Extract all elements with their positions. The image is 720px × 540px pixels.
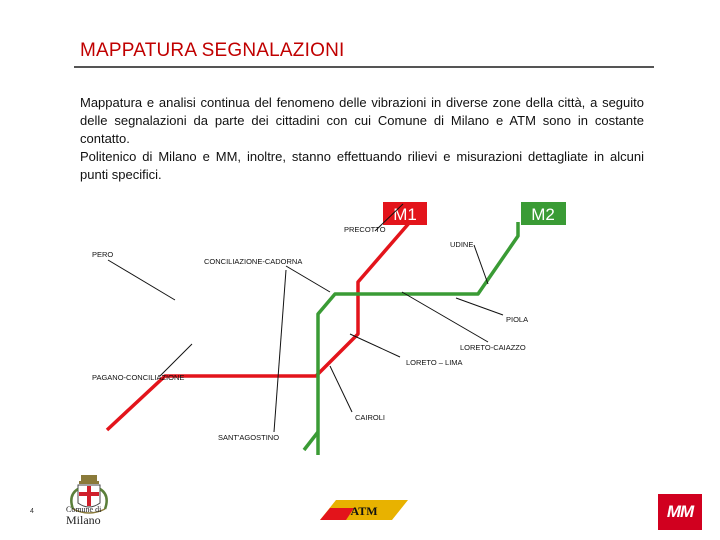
atm-label: ATM <box>350 504 378 518</box>
pointer-udine <box>474 245 488 284</box>
description-paragraph-1: Mappatura e analisi continua del fenomeno delle vibrazioni in diverse zone della città, a seguito delle segnalazioni da parte dei cittadini con cui Comune di Milano e ATM sono in costante contatto. <box>80 95 644 146</box>
station-loreto-caiazzo: LORETO-CAIAZZO <box>460 343 526 352</box>
station-udine: UDINE <box>450 240 474 249</box>
station-pero: PERO <box>92 250 114 259</box>
station-loreto-lima: LORETO – LIMA <box>406 358 463 367</box>
mm-logo: MM <box>658 494 702 530</box>
pointer-loreto-caiazzo <box>402 292 488 342</box>
m2-branch <box>304 432 318 450</box>
m1-label: M1 <box>393 205 417 224</box>
station-pagano-conciliazione: PAGANO-CONCILIAZIONE <box>92 373 185 382</box>
station-piola: PIOLA <box>506 315 529 324</box>
pointer-pero <box>108 260 175 300</box>
m2-label: M2 <box>531 205 555 224</box>
pointer-pagano-conciliazione <box>160 344 192 376</box>
page-title: MAPPATURA SEGNALAZIONI <box>80 40 345 61</box>
atm-logo <box>314 496 410 522</box>
comune-line2: Milano <box>66 513 101 527</box>
pointer-santagostino <box>274 270 286 432</box>
page-number: 4 <box>30 508 34 515</box>
station-precotto: PRECOTTO <box>344 225 386 234</box>
station-santagostino: SANT'AGOSTINO <box>218 433 280 442</box>
pointer-loreto-lima <box>350 334 400 357</box>
pointer-piola <box>456 298 503 315</box>
pointer-cairoli <box>330 366 352 412</box>
m2-line <box>318 222 518 455</box>
comune-logo-text <box>66 505 101 526</box>
description-paragraph-2: Politenico di Milano e MM, inoltre, stanno effettuando rilievi e misurazioni dettagliate in alcuni punti specifici. <box>80 149 644 182</box>
station-conciliazione-cadorna: CONCILIAZIONE-CADORNA <box>204 257 303 266</box>
m1-badge <box>383 202 427 225</box>
m2-badge <box>521 202 566 225</box>
pointer-conciliazione-cadorna <box>286 266 330 292</box>
station-pointers <box>108 204 503 432</box>
station-cairoli: CAIROLI <box>355 413 386 422</box>
comune-line1: Comune di <box>66 505 102 514</box>
m1-line <box>107 212 410 430</box>
